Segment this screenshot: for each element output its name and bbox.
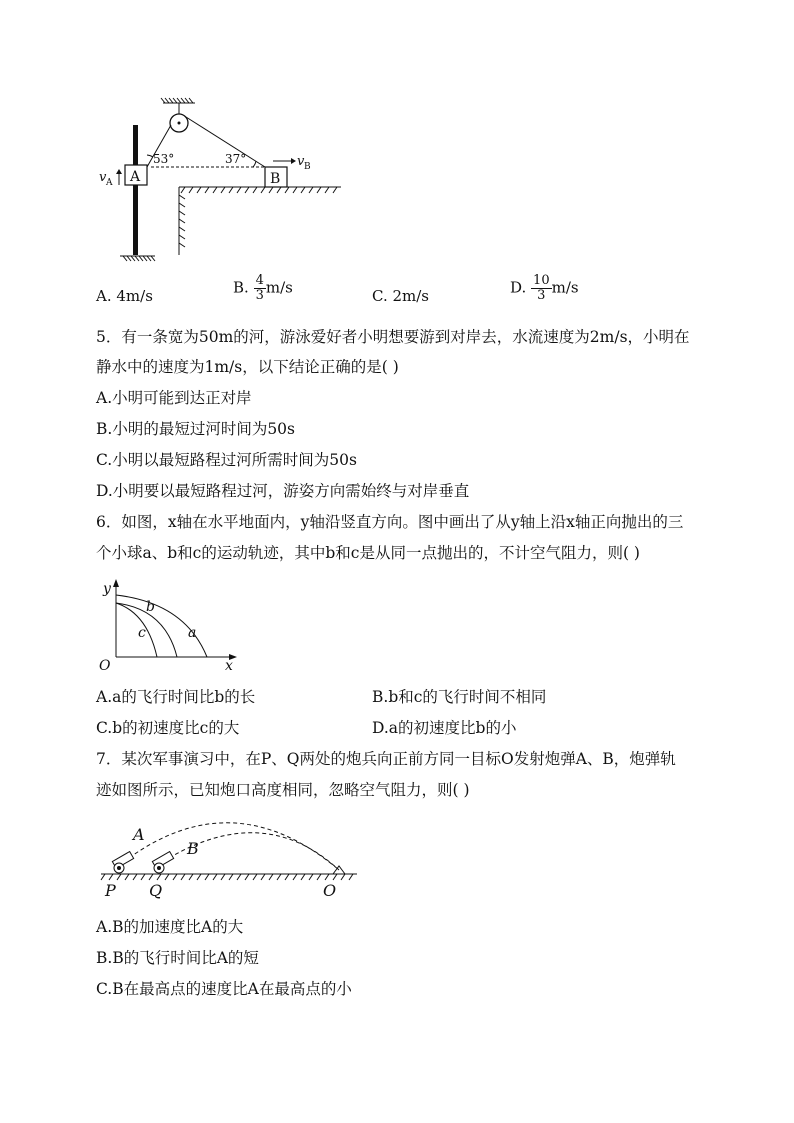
q4-option-d-unit: m/s [551,278,579,297]
q4-option-a[interactable]: A. 4m/s [96,287,153,305]
point-q-label: Q [149,881,163,900]
angle-a-label: 53° [153,152,175,166]
q5-option-c[interactable]: C.小明以最短路程过河所需时间为50s [96,451,357,469]
q6-option-c[interactable]: C.b的初速度比c的大 [96,719,240,737]
vertical-pole [133,125,138,255]
ceiling-support [161,98,195,115]
shell-b-label: B [187,839,199,858]
q4-option-b[interactable] [233,274,293,303]
q5-option-a[interactable]: A.小明可能到达正对岸 [96,389,252,407]
q5-stem-line2: 静水中的速度为1m/s，以下结论正确的是( ) [96,358,399,376]
y-axis-label: y [103,581,111,597]
q6-option-a[interactable]: A.a的飞行时间比b的长 [96,688,256,706]
q5-option-d[interactable]: D.小明要以最短路程过河，游姿方向需始终与对岸垂直 [96,482,470,500]
ledge [179,187,341,255]
q4-option-b-unit: m/s [265,278,293,297]
curve-label-a: a [188,625,197,641]
q6-option-b[interactable]: B.b和c的飞行时间不相同 [372,688,547,706]
block-b-label: B [270,171,281,187]
q7-option-b[interactable]: B.B的飞行时间比A的短 [96,949,259,967]
ground-hatch [120,256,155,261]
q4-option-c[interactable]: C. 2m/s [372,287,429,305]
cannon-p [112,852,133,873]
q4-option-b-fraction: $\frac{4}{3}$ [255,273,264,303]
origin-label: O [99,658,111,673]
point-p-label: P [105,881,116,900]
q4-option-d-prefix: D. [510,278,527,297]
curve-label-c: c [138,625,146,641]
shell-a-label: A [133,825,145,844]
q6-option-d[interactable]: D.a的初速度比b的小 [372,719,517,737]
q6-stem-line2: 个小球a、b和c的运动轨迹，其中b和c是从同一点抛出的，不计空气阻力，则( ) [96,544,640,562]
point-o-label: O [323,881,337,900]
q7-stem-line2: 迹如图所示，已知炮口高度相同，忽略空气阻力，则( ) [96,781,470,799]
cannon-q [152,852,173,873]
q4-option-d-fraction: $\frac{10}{3}$ [533,273,550,303]
q7-option-a[interactable]: A.B的加速度比A的大 [96,918,244,936]
block-a-label: A [130,169,141,185]
q6-stem-line1: 6．如图，x轴在水平地面内，y轴沿竖直方向。图中画出了从y轴上沿x轴正向抛出的三 [96,513,684,531]
vb-label: v [297,154,305,169]
q4-option-b-prefix: B. [233,278,249,297]
q7-stem-line1: 7．某次军事演习中，在P、Q两处的炮兵向正前方同一目标O发射炮弹A、B，炮弹轨 [96,750,676,768]
figure-cannons [95,812,365,904]
figure-trajectories [95,573,245,673]
va-sub: A [106,178,113,188]
va-label: v [99,170,107,185]
q7-option-c[interactable]: C.B在最高点的速度比A在最高点的小 [96,980,352,998]
q5-option-b[interactable]: B.小明的最短过河时间为50s [96,420,295,438]
q4-option-d[interactable] [510,274,579,303]
curve-label-b: b [146,599,155,615]
ground-line [101,874,357,880]
figure-pulley [95,95,355,270]
x-axis-label: x [225,658,233,673]
angle-b-label: 37° [225,152,247,166]
vb-sub: B [304,162,311,172]
q5-stem-line1: 5．有一条宽为50m的河，游泳爱好者小明想要游到对岸去，水流速度为2m/s，小明在 [96,328,690,346]
